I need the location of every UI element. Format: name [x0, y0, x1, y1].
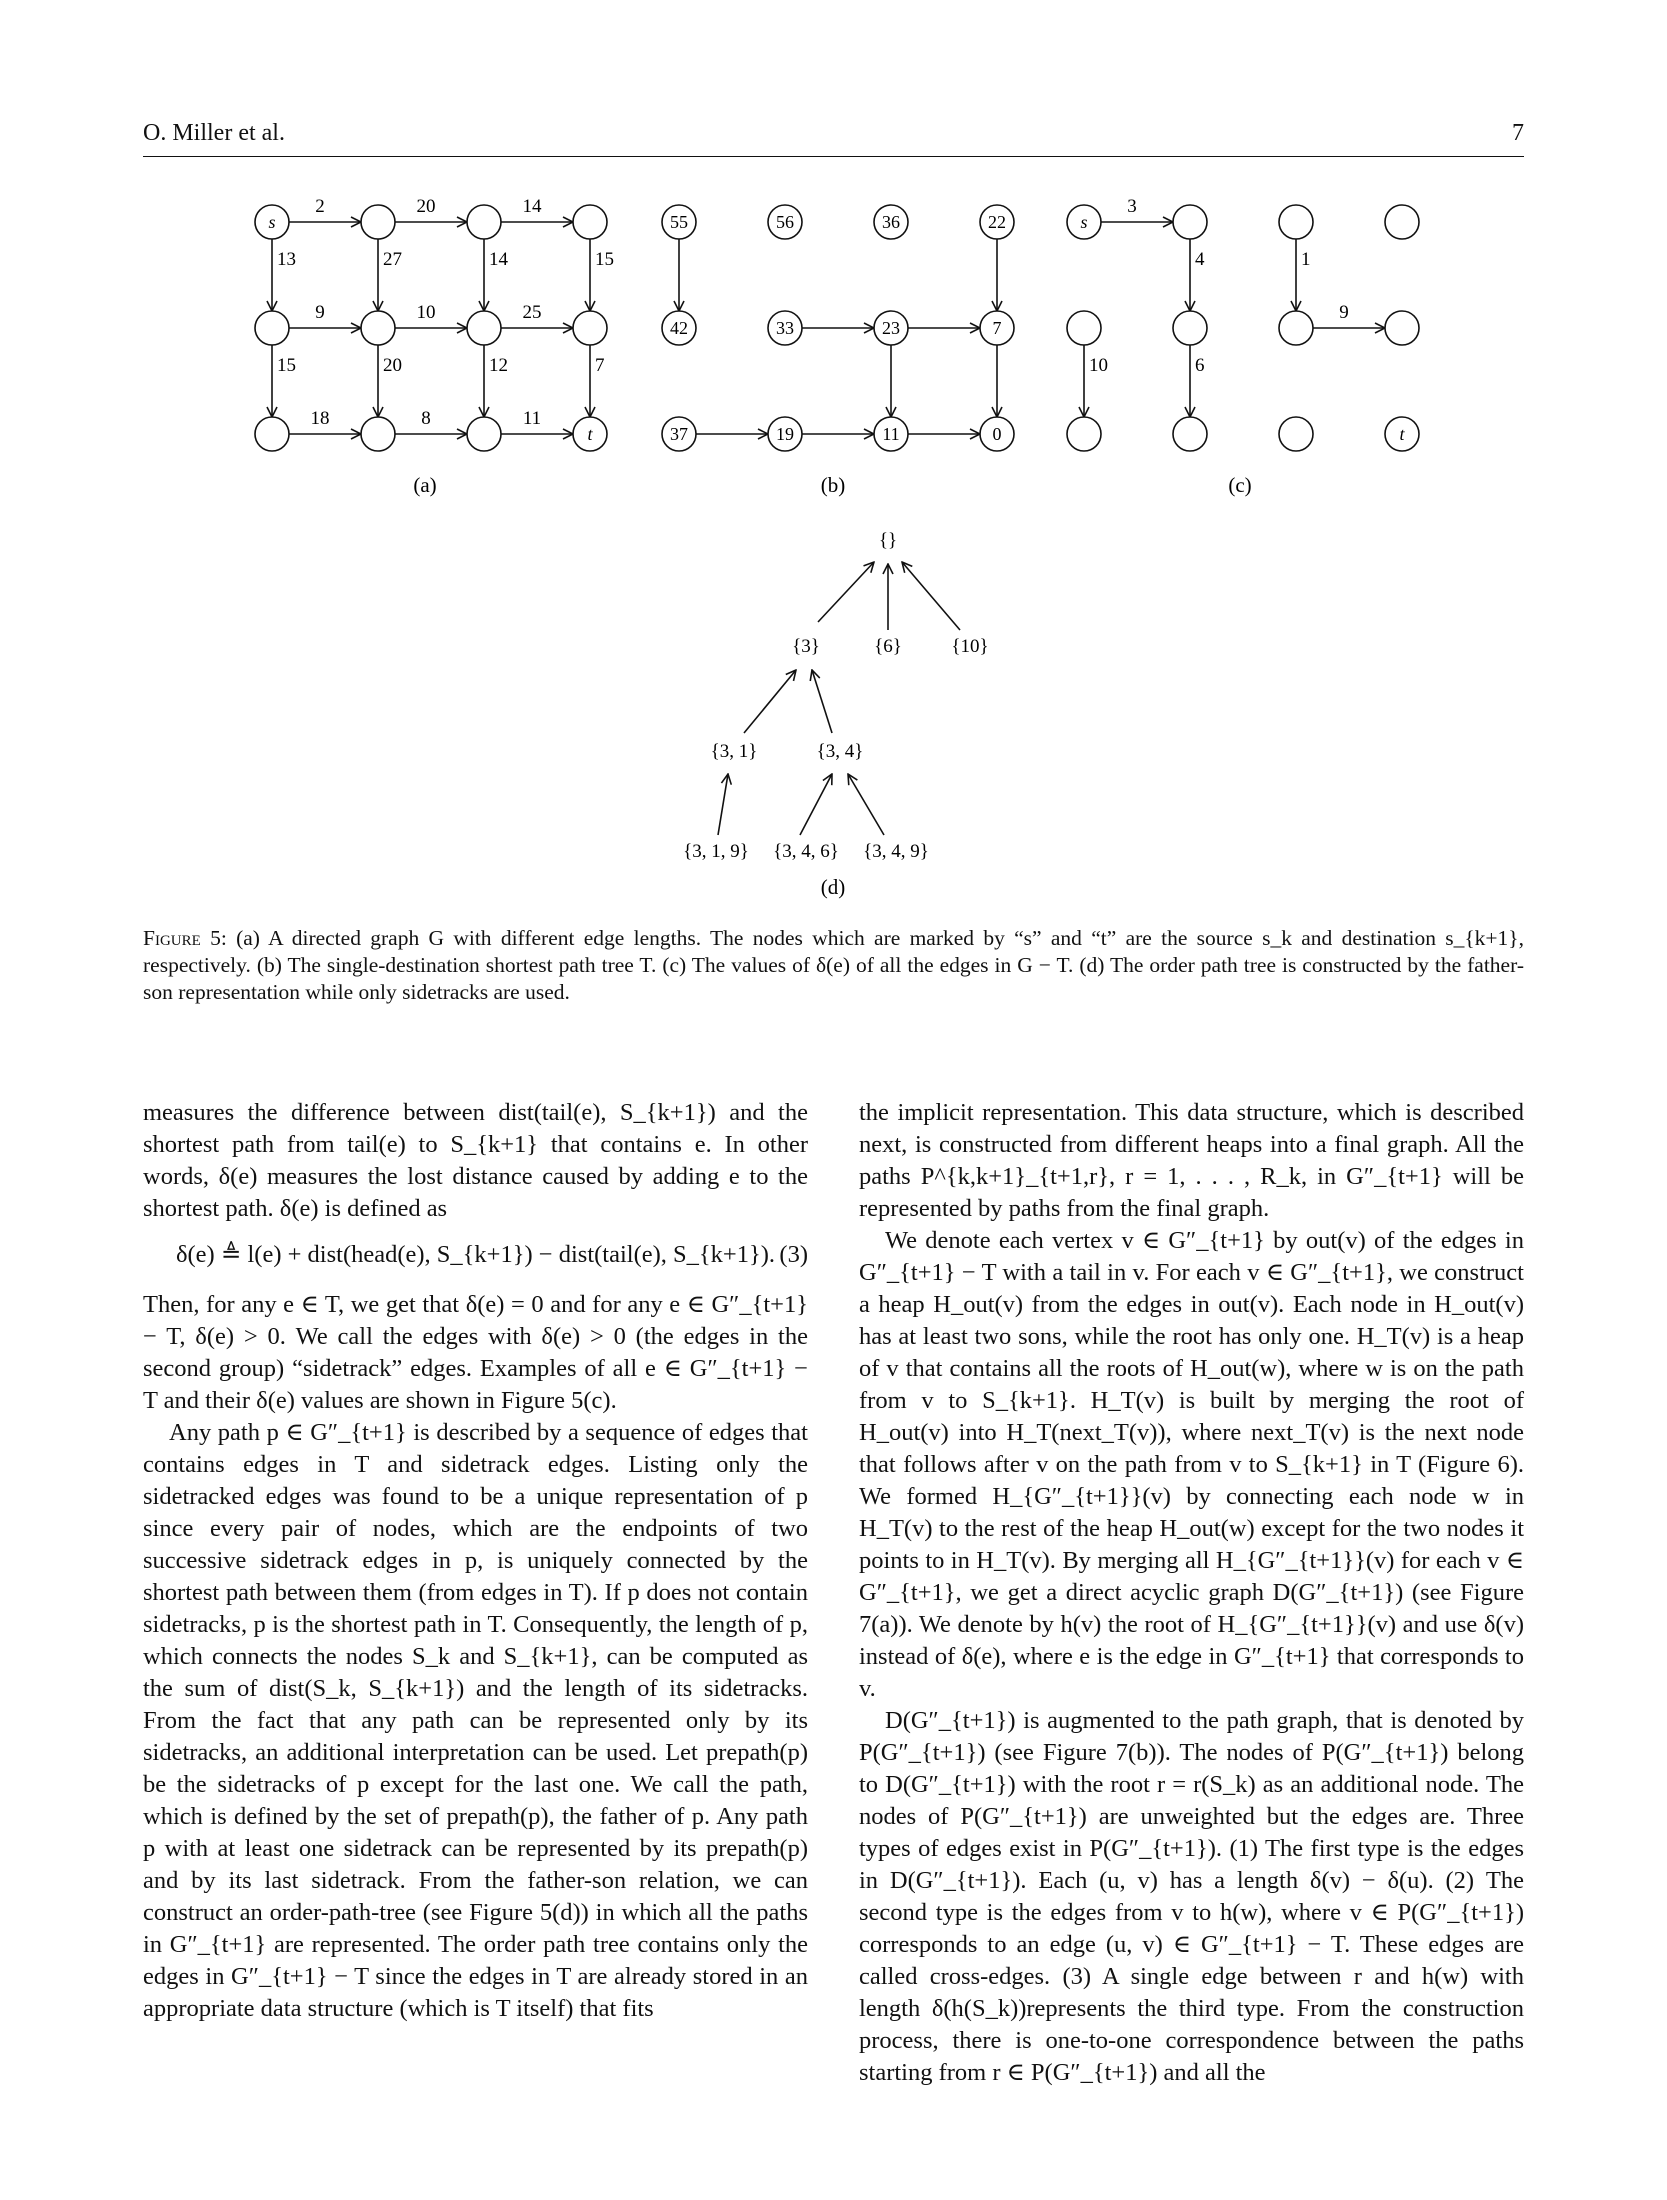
node-label: 42	[670, 318, 688, 338]
node-label: 22	[988, 212, 1006, 232]
graph-c-node	[1173, 311, 1207, 345]
graph-a-node	[255, 311, 289, 345]
graph-edge	[848, 774, 884, 835]
node-label: 36	[882, 212, 900, 232]
figure-5d-order-path-tree	[683, 530, 989, 862]
tree-node-label: {}	[878, 530, 898, 551]
edge-label: 25	[522, 302, 542, 323]
graph-edge	[800, 774, 832, 835]
equation-text: δ(e) ≜ l(e) + dist(head(e), S_{k+1}) − dist(tail(e), S_{k+1}).	[175, 1241, 776, 1268]
edge-label: 6	[1195, 355, 1205, 376]
graph-edge	[818, 562, 874, 622]
node-label: s	[268, 212, 276, 232]
node-label: 55	[670, 212, 688, 232]
edge-label: 20	[383, 355, 402, 376]
tree-node-label: {3, 4}	[816, 741, 864, 762]
equation-number: (3)	[779, 1241, 808, 1268]
body-column-left	[143, 1097, 808, 2025]
graph-c-node	[1385, 311, 1419, 345]
node-label: 37	[670, 424, 688, 444]
edge-label: 18	[310, 408, 330, 429]
graph-c-node	[1279, 311, 1313, 345]
graph-a-node	[255, 417, 289, 451]
edge-label: 13	[277, 249, 296, 270]
edge-label: 7	[595, 355, 605, 376]
graph-edge	[902, 562, 960, 630]
node-label: 11	[882, 424, 900, 444]
graph-edge	[744, 670, 796, 733]
graph-a-node	[573, 205, 607, 239]
edge-label: 8	[421, 408, 431, 429]
equation-3	[143, 1239, 808, 1271]
graph-a-node	[361, 311, 395, 345]
graph-c-node	[1173, 205, 1207, 239]
graph-a-node	[573, 311, 607, 345]
paragraph: We denote each vertex v ∈ G″_{t+1} by out(v) of the edges in G″_{t+1} − T with a tail in v. For each v ∈ G″_{t+1}, we construct a heap H_out(v) from the edges in out(v). Each node in H_out(v) has at least two sons, while the root has only one. H_T(v) is a heap of v that contains all the roots of H_out(w), where w is on the path from v to S_{k+1}. H_T(v) is built by merging the root of H_out(v) into H_T(next_T(v)), where next_T(v) is the next node that follows after v on the path from v to S_{k+1} in T (Figure 6). We formed H_{G″_{t+1}}(v) by connecting each node w in H_T(v) to the rest of the heap H_out(w) except for the two nodes it points to in H_T(v). By merging all H_{G″_{t+1}}(v) for each v ∈ G″_{t+1}, we get a direct acyclic graph D(G″_{t+1}) (see Figure 7(a)). We denote by h(v) the root of H_{G″_{t+1}}(v) and use δ(v) instead of δ(e), where e is the edge in G″_{t+1} that corresponds to v.	[859, 1227, 1524, 1702]
caption-text: (a) A directed graph G with different edge lengths. The nodes which are marked by “s” and “t” are the source s_k and destination s_{k+1}, respectively. (b) The single-destination shortest path tree T. (c) The values of δ(e) of all the edges in G − T. (d) The order path tree is constructed by the father-son representation while only sidetracks are used.	[143, 926, 1524, 1004]
panel-label-d: (d)	[820, 875, 846, 899]
graph-c-node	[1385, 205, 1419, 239]
node-label: 19	[776, 424, 794, 444]
edge-label: 9	[1339, 302, 1349, 323]
node-label: t	[587, 424, 593, 444]
figure-5b-shortest-path-tree	[662, 205, 1014, 451]
tree-node-label: {10}	[951, 636, 989, 657]
tree-node-label: {3, 4, 9}	[863, 841, 929, 862]
figure-5a-directed-graph	[255, 196, 614, 451]
panel-label-a: (a)	[413, 473, 437, 497]
paragraph: measures the difference between dist(tail(e), S_{k+1}) and the shortest path from tail(e) to S_{k+1} that contains e. In other words, δ(e) measures the lost distance caused by adding e to the shortest path. δ(e) is defined as	[143, 1099, 808, 1222]
paragraph: the implicit representation. This data structure, which is described next, is constructed from different heaps into a final graph. All the paths P^{k,k+1}_{t+1,r}, r = 1, . . . , R_k, in G″_{t+1} will be represented by paths from the final graph.	[859, 1099, 1524, 1222]
edge-label: 10	[416, 302, 436, 323]
node-label: 23	[882, 318, 900, 338]
node-label: s	[1080, 212, 1088, 232]
paragraph: Any path p ∈ G″_{t+1} is described by a sequence of edges that contains edges in T and sidetrack edges. Listing only the sidetracked edges was found to be a unique representation of p since every pair of nodes, which are the endpoints of two successive sidetrack edges in p, is uniquely connected by the shortest path between them (from edges in T). If p does not contain sidetracks, p is the shortest path in T. Consequently, the length of p, which connects the nodes S_k and S_{k+1}, can be computed as the sum of dist(S_k, S_{k+1}) and the length of its sidetracks. From the fact that any path can be represented only by its sidetracks, an additional interpretation can be used. Let prepath(p) be the sidetracks of p except for the last one. We call the path, which is defined by the set of prepath(p), the father of p. Any path p with at least one sidetrack can be represented by its prepath(p) and by its last sidetrack. From the father-son relation, we can construct an order-path-tree (see Figure 5(d)) in which all the paths in G″_{t+1} are represented. The order path tree contains only the edges in G″_{t+1} − T since the edges in T are already stored in an appropriate data structure (which is T itself) that fits	[143, 1419, 808, 2022]
caption-label: Figure 5:	[143, 926, 227, 950]
graph-c-node	[1279, 417, 1313, 451]
edge-label: 15	[277, 355, 296, 376]
node-label: t	[1399, 424, 1405, 444]
tree-node-label: {3}	[792, 636, 820, 657]
edge-label: 11	[522, 408, 542, 429]
edge-label: 14	[489, 249, 508, 270]
tree-node-label: {3, 1}	[710, 741, 758, 762]
panel-label-c: (c)	[1228, 473, 1252, 497]
graph-c-node	[1067, 311, 1101, 345]
figure-caption	[143, 925, 1524, 1006]
graph-c-node	[1067, 417, 1101, 451]
panel-label-b: (b)	[820, 473, 846, 497]
graph-a-node	[467, 205, 501, 239]
graph-a-node	[361, 205, 395, 239]
paragraph: D(G″_{t+1}) is augmented to the path graph, that is denoted by P(G″_{t+1}) (see Figure 7(b)). The nodes of P(G″_{t+1}) belong to D(G″_{t+1}) with the root r = r(S_k) as an additional node. The nodes of P(G″_{t+1}) are unweighted but the edges are. Three types of edges exist in P(G″_{t+1}). (1) The first type is the edges in D(G″_{t+1}). Each (u, v) has a length δ(v) − δ(u). (2) The second type is the edges from v to h(w), where v ∈ P(G″_{t+1}) corresponds to an edge (u, v) ∈ G″_{t+1} − T. These edges are called cross-edges. (3) A single edge between r and h(w) with length δ(h(S_k))represents the third type. From the construction process, there is one-to-one correspondence between the paths starting from r ∈ P(G″_{t+1}) and all the	[859, 1707, 1524, 2086]
tree-node-label: {6}	[874, 636, 902, 657]
body-column-right	[859, 1097, 1524, 2089]
edge-label: 3	[1127, 196, 1137, 217]
edge-label: 9	[315, 302, 325, 323]
edge-label: 2	[315, 196, 325, 217]
node-label: 33	[776, 318, 794, 338]
edge-label: 20	[416, 196, 436, 217]
graph-a-node	[467, 417, 501, 451]
page-number: 7	[1512, 120, 1524, 146]
graph-a-node	[467, 311, 501, 345]
edge-label: 15	[595, 249, 614, 270]
figure-5c-sidetrack-values	[1067, 196, 1419, 451]
graph-edge	[812, 670, 832, 733]
edge-label: 10	[1089, 355, 1108, 376]
graph-c-node	[1173, 417, 1207, 451]
graph-c-node	[1279, 205, 1313, 239]
figure-5	[0, 0, 1667, 920]
edge-label: 12	[489, 355, 508, 376]
node-label: 7	[992, 318, 1002, 338]
edge-label: 1	[1301, 249, 1311, 270]
edge-label: 14	[522, 196, 542, 217]
paragraph: Then, for any e ∈ T, we get that δ(e) = 0 and for any e ∈ G″_{t+1} − T, δ(e) > 0. We call the edges with δ(e) > 0 (the edges in the second group) “sidetrack” edges. Examples of all e ∈ G″_{t+1} − T and their δ(e) values are shown in Figure 5(c).	[143, 1291, 808, 1414]
running-header-authors: O. Miller et al.	[143, 120, 285, 146]
tree-node-label: {3, 4, 6}	[773, 841, 839, 862]
node-label: 56	[776, 212, 794, 232]
graph-a-node	[361, 417, 395, 451]
edge-label: 4	[1195, 249, 1205, 270]
edge-label: 27	[383, 249, 402, 270]
tree-node-label: {3, 1, 9}	[683, 841, 749, 862]
node-label: 0	[992, 424, 1002, 444]
graph-edge	[718, 774, 728, 835]
